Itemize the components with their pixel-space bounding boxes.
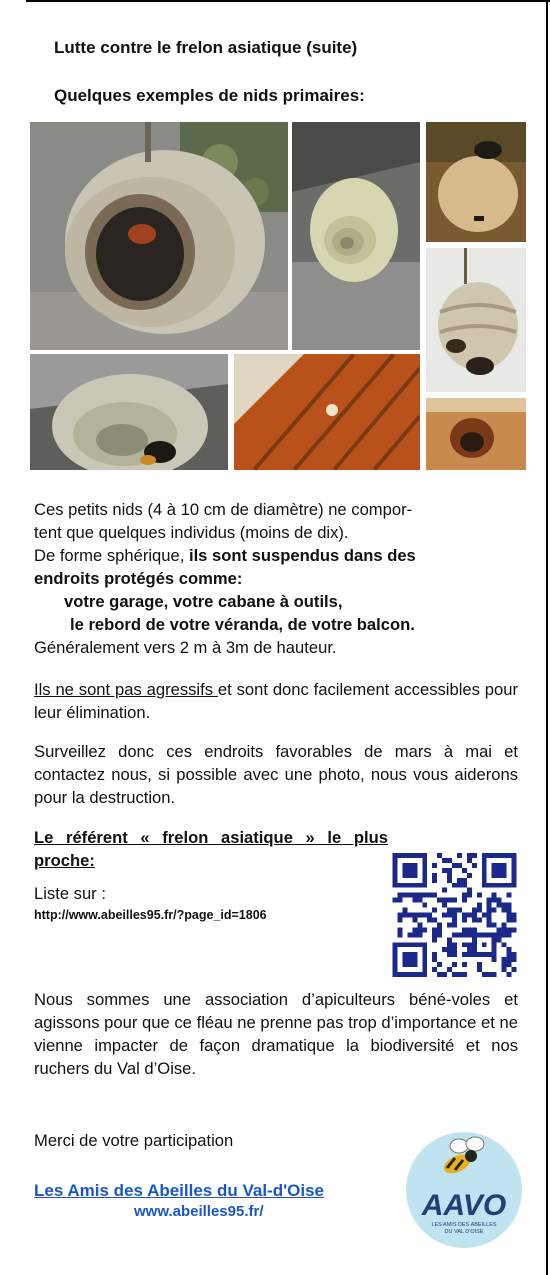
photo-spiral-nest [292, 122, 420, 350]
aavo-logo [403, 1130, 526, 1250]
intro-line-2: tent que quelques individus (moins de dix). [34, 523, 349, 542]
referent-title: Le référent « frelon asiatique » le plus proche: [34, 828, 388, 870]
photo-nest-hornet-top [426, 122, 526, 242]
intro-line-3-bold: ils sont suspendus dans des [188, 546, 416, 565]
surveillance-paragraph: Surveillez donc ces endroits favorables de mars à mai et contactez nous, si possible avec une photo, nous vous aiderons pour la destruction. [34, 742, 518, 807]
right-border [546, 0, 548, 1275]
accessible-text: et sont donc facilement accessibles pour leur élimination. [34, 680, 518, 722]
aggressive-paragraph [34, 678, 518, 724]
association-paragraph: Nous sommes une association d’apiculteurs béné-voles et agissons pour que ce fléau ne prenne pas trop d’importance et ne vienne impacter de façon dramatique la biodiversité et nos ruchers du Val d’Oise. [34, 990, 518, 1078]
logo-line-2: DU VAL D'OISE [444, 1229, 484, 1235]
thanks-text: Merci de votre participation [34, 1131, 234, 1150]
intro-paragraph [34, 498, 518, 659]
photo-nest-opening [30, 122, 288, 350]
not-aggressive-text: Ils ne sont pas agressifs [34, 680, 218, 699]
photo-hanging-nest [426, 248, 526, 392]
intro-line-3 [34, 544, 518, 567]
location-veranda: le rebord de votre véranda, de votre balcon. [70, 615, 415, 634]
page-title: Lutte contre le frelon asiatique (suite) [54, 38, 358, 57]
photo-small-nest-hornet [426, 398, 526, 470]
list-label: Liste sur : [34, 884, 106, 903]
top-border [26, 0, 550, 2]
qr-code[interactable] [392, 853, 517, 977]
org-url-link[interactable]: www.abeilles95.fr/ [134, 1203, 264, 1220]
intro-line-3-normal: De forme sphérique, [34, 546, 189, 565]
org-name-link[interactable]: Les Amis des Abeilles du Val-d'Oise [34, 1181, 324, 1200]
logo-acronym: AAVO [421, 1189, 507, 1222]
nest-photo-collage [30, 122, 526, 470]
logo-line-1: LES AMIS DES ABEILLES [431, 1222, 497, 1228]
location-garage: votre garage, votre cabane à outils, [64, 592, 343, 611]
section-title: Quelques exemples de nids primaires: [54, 86, 365, 105]
photo-nest-underside [30, 354, 228, 470]
intro-line-1: Ces petits nids (4 à 10 cm de diamètre) ne compor- [34, 500, 413, 519]
photo-brick-nest [234, 354, 420, 470]
height-line: Généralement vers 2 m à 3m de hauteur. [34, 638, 337, 657]
referent-link[interactable]: http://www.abeilles95.fr/?page_id=1806 [34, 908, 267, 922]
intro-line-4: endroits protégés comme: [34, 569, 243, 588]
